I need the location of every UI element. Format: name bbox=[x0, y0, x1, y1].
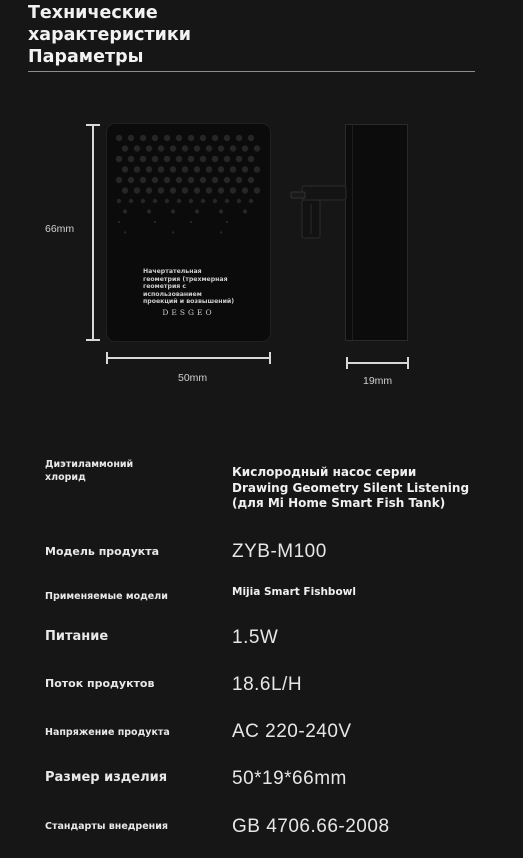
grille-hole bbox=[194, 145, 200, 151]
grille-hole bbox=[128, 156, 134, 162]
grille-hole bbox=[129, 199, 133, 203]
grille-hole bbox=[224, 156, 230, 162]
grille-hole bbox=[200, 156, 206, 162]
grille-hole bbox=[140, 135, 146, 141]
grille-hole bbox=[128, 177, 134, 183]
grille-hole bbox=[170, 187, 176, 193]
page-title bbox=[28, 2, 191, 68]
grille-hole bbox=[116, 135, 122, 141]
depth-label: 19mm bbox=[363, 375, 393, 387]
grille-hole bbox=[230, 187, 236, 193]
grille-hole bbox=[182, 166, 188, 172]
grille-hole bbox=[206, 187, 212, 193]
spec-value-name bbox=[232, 465, 469, 512]
grille-hole bbox=[242, 145, 248, 151]
grille-hole bbox=[116, 156, 122, 162]
grille-hole bbox=[170, 145, 176, 151]
device-side-view bbox=[345, 124, 408, 341]
grille-hole bbox=[212, 156, 218, 162]
grille-hole bbox=[200, 177, 206, 183]
spec-label-line: Диэтиламмоний bbox=[45, 459, 134, 470]
grille-hole bbox=[220, 231, 222, 233]
grille-hole bbox=[248, 156, 254, 162]
height-label: 66mm bbox=[45, 223, 75, 235]
title-line: характеристики bbox=[28, 25, 192, 45]
grille-hole bbox=[188, 135, 194, 141]
grille-hole bbox=[118, 221, 120, 223]
grille-hole bbox=[236, 177, 242, 183]
grille-hole bbox=[218, 187, 224, 193]
grille-hole bbox=[134, 187, 140, 193]
grille-hole bbox=[226, 221, 228, 223]
grille-hole bbox=[146, 166, 152, 172]
grille-hole bbox=[224, 177, 230, 183]
grille-hole bbox=[194, 166, 200, 172]
grille-hole bbox=[164, 156, 170, 162]
depth-dimension-cap bbox=[346, 357, 348, 369]
grille-hole bbox=[248, 177, 254, 183]
grille-hole bbox=[124, 231, 126, 233]
grille-hole bbox=[243, 209, 247, 213]
device-text-line: геометрия (трехмерная bbox=[143, 275, 228, 283]
grille-hole bbox=[230, 145, 236, 151]
grille-hole bbox=[122, 187, 128, 193]
grille-hole bbox=[254, 187, 260, 193]
grille-hole bbox=[152, 177, 158, 183]
grille-hole bbox=[177, 199, 181, 203]
width-dimension-line bbox=[107, 357, 270, 359]
grille-hole bbox=[212, 135, 218, 141]
spec-value-voltage: AC 220-240V bbox=[232, 721, 352, 742]
grille-hole bbox=[230, 166, 236, 172]
spec-label-name bbox=[45, 458, 133, 484]
grille-hole bbox=[176, 156, 182, 162]
width-dimension-cap bbox=[106, 352, 108, 364]
grille-hole bbox=[237, 199, 241, 203]
grille-hole bbox=[254, 145, 260, 151]
title-line: Технические bbox=[28, 3, 158, 23]
device-brand: DESGEO bbox=[162, 308, 215, 317]
grille-hole bbox=[219, 209, 223, 213]
spec-label-power: Питание bbox=[45, 629, 109, 644]
grille-hole bbox=[225, 199, 229, 203]
spec-value-line: Кислородный насос серии bbox=[232, 465, 417, 479]
grille-hole bbox=[171, 209, 175, 213]
grille-hole bbox=[116, 177, 122, 183]
spec-value-standard: GB 4706.66-2008 bbox=[232, 816, 390, 837]
spec-label-compatible: Применяемые модели bbox=[45, 591, 168, 602]
grille-hole bbox=[164, 135, 170, 141]
spec-label-flow: Поток продуктов bbox=[45, 677, 155, 690]
grille-hole bbox=[147, 209, 151, 213]
depth-dimension-line bbox=[347, 362, 408, 364]
title-line: Параметры bbox=[28, 47, 144, 67]
grille-hole bbox=[206, 145, 212, 151]
grille-hole bbox=[146, 145, 152, 151]
spec-label-voltage: Напряжение продукта bbox=[45, 727, 170, 738]
grille-hole bbox=[201, 199, 205, 203]
spec-value-model: ZYB-M100 bbox=[232, 541, 327, 562]
grille-hole bbox=[172, 231, 174, 233]
grille-hole bbox=[182, 187, 188, 193]
grille-hole bbox=[128, 135, 134, 141]
grille-hole bbox=[164, 177, 170, 183]
air-nozzle-icon bbox=[290, 182, 350, 244]
grille-hole bbox=[194, 187, 200, 193]
grille-hole bbox=[154, 221, 156, 223]
grille-hole bbox=[206, 166, 212, 172]
grille-hole bbox=[170, 166, 176, 172]
spec-value-power: 1.5W bbox=[232, 627, 279, 648]
side-seam bbox=[352, 125, 353, 340]
grille-hole bbox=[236, 156, 242, 162]
grille-hole bbox=[189, 199, 193, 203]
grille-hole bbox=[213, 199, 217, 203]
spec-label-line: хлорид bbox=[45, 472, 86, 483]
grille-hole bbox=[242, 187, 248, 193]
grille-hole bbox=[158, 166, 164, 172]
height-dimension-cap bbox=[86, 124, 100, 126]
grille-hole bbox=[248, 135, 254, 141]
grille-hole bbox=[146, 187, 152, 193]
device-text-line: Начертательная bbox=[143, 268, 202, 275]
grille-hole bbox=[140, 156, 146, 162]
grille-hole bbox=[242, 166, 248, 172]
height-dimension-line bbox=[92, 124, 94, 341]
spec-value-size: 50*19*66mm bbox=[232, 768, 347, 789]
spec-label-size: Размер изделия bbox=[45, 770, 168, 785]
spec-label-standard: Стандарты внедрения bbox=[45, 821, 168, 832]
grille-hole bbox=[134, 166, 140, 172]
grille-hole bbox=[190, 221, 192, 223]
grille-hole bbox=[153, 199, 157, 203]
grille-hole bbox=[188, 177, 194, 183]
grille-hole bbox=[123, 209, 127, 213]
grille-hole bbox=[122, 145, 128, 151]
grille-hole bbox=[176, 177, 182, 183]
grille-hole bbox=[134, 145, 140, 151]
grille-hole bbox=[218, 145, 224, 151]
device-text-line: использованием bbox=[143, 290, 202, 298]
grille-hole bbox=[158, 145, 164, 151]
device-front-view bbox=[107, 124, 270, 341]
grille-hole bbox=[152, 156, 158, 162]
grille-hole bbox=[236, 135, 242, 141]
grille-hole bbox=[140, 177, 146, 183]
device-text-line: проекций и возвышений) bbox=[143, 298, 235, 305]
grille-hole bbox=[141, 199, 145, 203]
grille-hole bbox=[117, 199, 121, 203]
grille-hole bbox=[176, 135, 182, 141]
grille-hole bbox=[182, 145, 188, 151]
grille-hole bbox=[158, 187, 164, 193]
device-text-line: геометрия с bbox=[143, 283, 187, 290]
grille-hole bbox=[165, 199, 169, 203]
width-dimension-cap bbox=[269, 352, 271, 364]
spec-value-line: Drawing Geometry Silent Listening bbox=[232, 480, 470, 495]
spec-value-line: (для Mi Home Smart Fish Tank) bbox=[232, 496, 446, 510]
spec-label-model: Модель продукта bbox=[45, 545, 160, 558]
device-print-text bbox=[143, 268, 253, 306]
grille-hole bbox=[254, 166, 260, 172]
grille-hole bbox=[212, 177, 218, 183]
grille-hole bbox=[152, 135, 158, 141]
grille-hole bbox=[122, 166, 128, 172]
height-dimension-cap bbox=[86, 339, 100, 341]
width-label: 50mm bbox=[178, 372, 208, 384]
grille-hole bbox=[188, 156, 194, 162]
spec-value-flow: 18.6L/H bbox=[232, 674, 303, 695]
spec-value-compatible: Mijia Smart Fishbowl bbox=[232, 586, 356, 598]
depth-dimension-cap bbox=[407, 357, 409, 369]
title-divider bbox=[28, 71, 475, 72]
grille-hole bbox=[224, 135, 230, 141]
grille-hole bbox=[249, 199, 253, 203]
grille-hole bbox=[200, 135, 206, 141]
grille-hole bbox=[218, 166, 224, 172]
grille-hole bbox=[195, 209, 199, 213]
